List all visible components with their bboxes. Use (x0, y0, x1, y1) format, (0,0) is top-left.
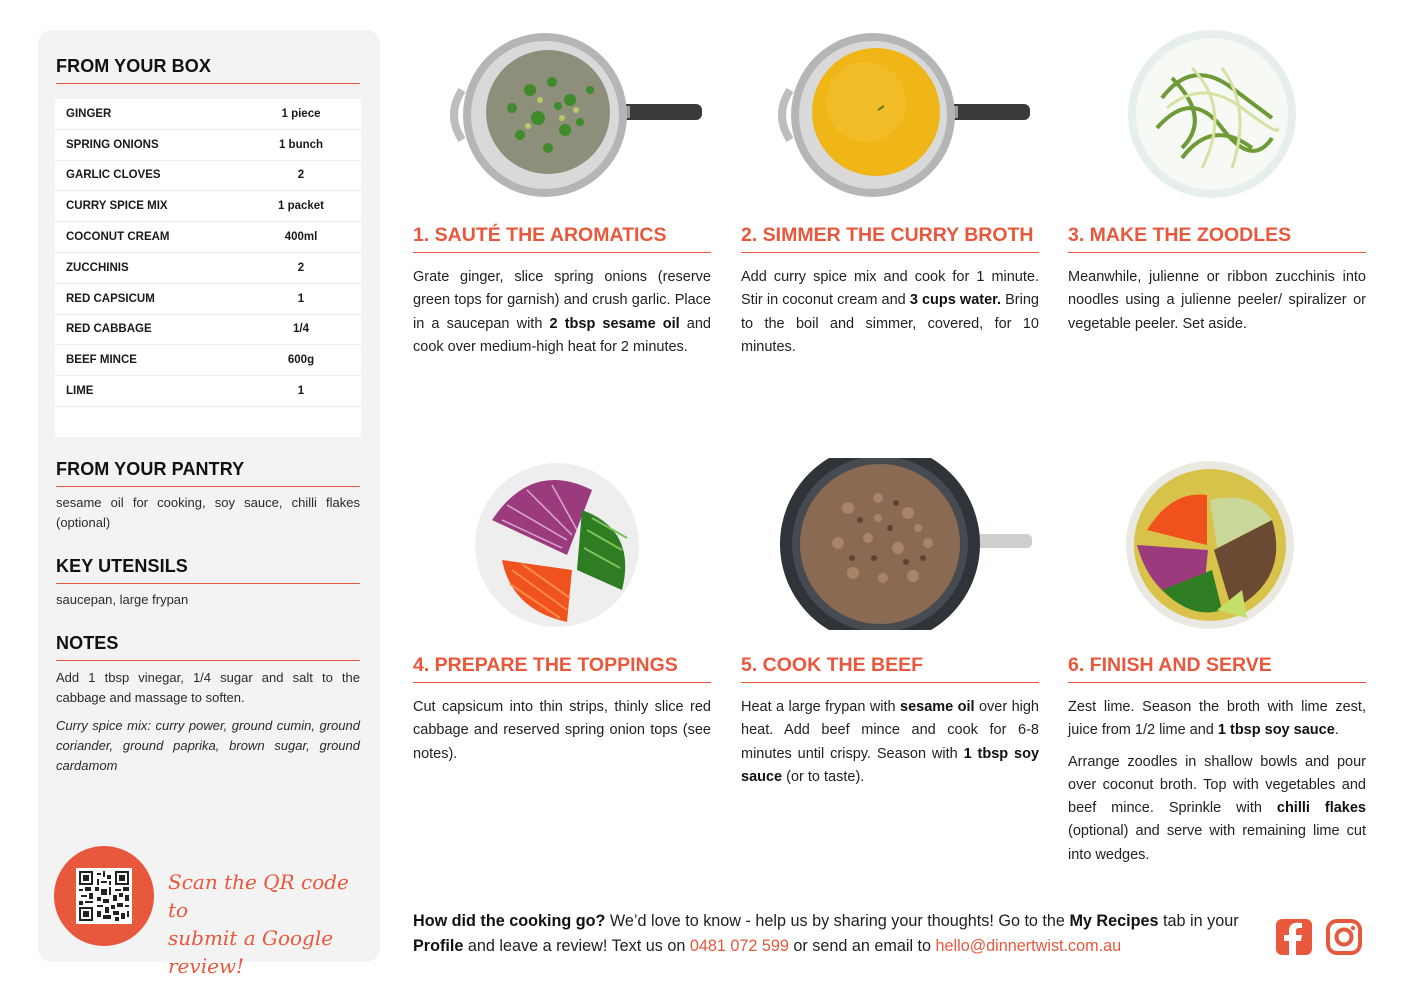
step-5-body: Heat a large frypan with sesame oil over high heat. Add beef mince and cook for 6-8 minutes until crispy. Season with 1 tbsp soy sauce (or to taste). (741, 699, 1040, 785)
ingredient-qty: 2 (297, 261, 305, 274)
ingredient-qty: 1 piece (281, 107, 321, 120)
notes-title: NOTES (56, 633, 360, 661)
ingredient-row (55, 191, 361, 222)
ingredient-qty: 2 (297, 169, 305, 182)
from-your-box-title: FROM YOUR BOX (56, 56, 360, 84)
footer-text-2: tab in your (1158, 912, 1239, 930)
ingredient-row (55, 284, 361, 315)
step-2-title: 2. SIMMER THE CURRY BROTH (741, 224, 1039, 253)
step-3-title: 3. MAKE THE ZOODLES (1068, 224, 1366, 253)
ingredients-table (55, 99, 361, 437)
ingredient-qty: 1 packet (277, 200, 325, 213)
ingredient-name: SPRING ONIONS (66, 138, 159, 151)
step-3-zoodles-image (1122, 28, 1302, 200)
step-5-title: 5. COOK THE BEEF (741, 654, 1039, 683)
ingredient-row (55, 222, 361, 253)
ingredients-panel (38, 30, 380, 978)
key-utensils-title: KEY UTENSILS (56, 556, 360, 584)
my-recipes-link[interactable]: My Recipes (1069, 912, 1159, 930)
facebook-icon[interactable] (1275, 918, 1313, 956)
footer-text-1: We’d love to know - help us by sharing your thoughts! Go to the (605, 912, 1070, 930)
ingredient-qty: 1 (297, 385, 305, 398)
ingredient-name: RED CABBAGE (66, 323, 152, 336)
step-6-title: 6. FINISH AND SERVE (1068, 654, 1366, 683)
ingredient-name: GINGER (66, 107, 112, 120)
step-6-serve-image (1122, 460, 1298, 630)
footer-question: How did the cooking go? (413, 912, 606, 930)
ingredient-name: BEEF MINCE (66, 354, 137, 367)
ingredient-qty: 1 bunch (278, 138, 324, 151)
ingredient-qty: 600g (287, 354, 315, 367)
email-link[interactable]: hello@dinnertwist.com.au (935, 937, 1122, 955)
profile-link[interactable]: Profile (413, 937, 464, 955)
ingredient-name: COCONUT CREAM (66, 231, 170, 244)
ingredient-row (55, 99, 361, 130)
ingredient-row (55, 161, 361, 192)
step-1-body: Grate ginger, slice spring onions (reserve green tops for garnish) and crush garlic. Place in a saucepan with 2 tbsp sesame oil and cook over medium-high heat for 2 minutes. (413, 269, 712, 355)
ingredient-name: LIME (66, 385, 94, 398)
notes-text: Add 1 tbsp vinegar, 1/4 sugar and salt to the cabbage and massage to soften. (56, 670, 360, 705)
ingredient-row (55, 376, 361, 407)
step-6-body (1068, 696, 1366, 867)
feedback-footer (413, 909, 1263, 959)
ingredient-row (55, 130, 361, 161)
phone-link[interactable]: 0481 072 599 (689, 937, 789, 955)
ingredient-qty: 400ml (284, 231, 318, 244)
ingredient-row (55, 345, 361, 376)
step-4-title: 4. PREPARE THE TOPPINGS (413, 654, 711, 683)
step-1-title: 1. SAUTÉ THE AROMATICS (413, 224, 711, 253)
footer-text-4: or send an email to (788, 937, 936, 955)
instagram-icon[interactable] (1325, 918, 1363, 956)
ingredient-name: ZUCCHINIS (66, 261, 129, 274)
step-4-toppings-image (472, 460, 642, 630)
qr-caption-line-1: Scan the QR code to (168, 870, 349, 922)
qr-badge[interactable] (54, 846, 154, 946)
step-3-body: Meanwhile, julienne or ribbon zucchinis into noodles using a julienne peeler/ spiralizer or vegetable peeler. Set aside. (1068, 269, 1366, 332)
ingredient-name: GARLIC CLOVES (66, 169, 161, 182)
footer-text-3: and leave a review! Text us on (463, 937, 690, 955)
step-1-saucepan-image (440, 30, 710, 200)
qr-caption-line-2: submit a Google review! (168, 926, 334, 978)
step-6-body-paragraph-1: Zest lime. Season the broth with lime zest, juice from 1/2 lime and 1 tbsp soy sauce. (1068, 699, 1366, 739)
ingredient-qty: 1/4 (293, 323, 309, 336)
notes-italic-text: Curry spice mix: curry power, ground cumin, ground coriander, ground paprika, brown sugar, ground cardamom (56, 718, 360, 773)
utensils-text: saucepan, large frypan (56, 592, 189, 607)
ingredient-name: CURRY SPICE MIX (66, 200, 168, 213)
step-4-body: Cut capsicum into thin strips, thinly slice red cabbage and reserved spring onion tops (see notes). (413, 699, 711, 762)
qr-caption (168, 868, 368, 980)
ingredient-row (55, 253, 361, 284)
step-5-beef-image (778, 458, 1038, 630)
step-2-body: Add curry spice mix and cook for 1 minute. Stir in coconut cream and 3 cups water. Bring to the boil and simmer, covered, for 10 minutes. (741, 269, 1039, 355)
from-your-pantry-title: FROM YOUR PANTRY (56, 459, 360, 487)
ingredient-qty: 1 (297, 292, 305, 305)
step-2-curry-broth-image (768, 30, 1038, 200)
ingredient-row (55, 315, 361, 346)
pantry-text: sesame oil for cooking, soy sauce, chilli flakes (optional) (56, 495, 360, 530)
ingredient-name: RED CAPSICUM (66, 292, 155, 305)
qr-code-icon[interactable] (76, 868, 132, 924)
step-6-body-paragraph-2: Arrange zoodles in shallow bowls and pour over coconut broth. Top with vegetables and beef mince. Sprinkle with chilli flakes (optional) and serve with remaining lime cut into wedges. (1068, 753, 1366, 863)
